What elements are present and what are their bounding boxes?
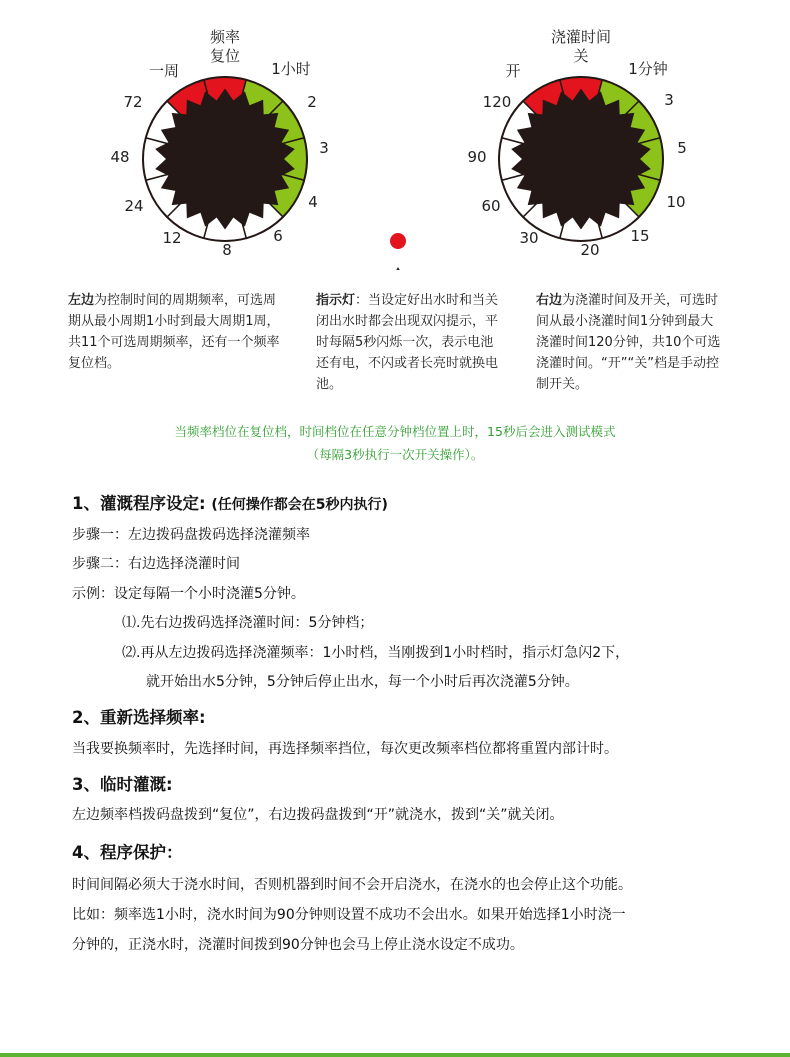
section1-title-note: (任何操作都会在5秒内执行) [211,497,388,513]
left-dial-label: 8 [222,241,232,259]
caption-text: 为浇灌时间及开关，可选时间从最小浇灌时间1分钟到最大浇灌时间120分钟，共10个可选浇灌时间。“开”“关”档是手动控制开关。 [536,293,721,392]
right-dial-label: 5 [677,139,687,157]
right-dial-label: 10 [666,193,686,211]
left-dial-top-label-2: 复位 [209,47,241,65]
left-frequency-dial [143,77,307,241]
right-dial-caption [536,290,722,395]
right-dial-label: 90 [467,148,487,166]
right-dial-label: 1分钟 [628,60,668,78]
footer-divider [0,1053,790,1057]
section1-example-step1: ⑴.先右边拨码选择浇灌时间：5分钟档； [122,615,374,631]
right-dial-top-label-1: 浇灌时间 [550,28,612,46]
dials-figure [0,0,790,270]
left-dial-label: 3 [319,139,329,157]
section1-step2: 步骤二：右边选择浇灌时间 [72,556,240,572]
left-dial-label: 72 [123,93,143,111]
section1-step1: 步骤一：左边拨码盘拨码选择浇灌频率 [72,527,310,543]
right-dial-label: 20 [580,241,600,259]
section2-title: 2、重新选择频率: [72,708,206,727]
section1-title-text: 1、灌溉程序设定: [72,494,212,513]
section4-line1: 时间间隔必须大于浇水时间，否则机器到时间不会开启浇水，在浇水的也会停止这个功能。 [72,877,632,893]
test-mode-notice-line1: 当频率档位在复位档，时间档位在任意分钟档位置上时，15秒后会进入测试模式 [174,424,616,439]
section4-line3: 分钟的，正浇水时，浇灌时间拨到90分钟也会马上停止浇水设定不成功。 [72,937,524,953]
left-dial-label: 6 [273,227,283,245]
right-dial-label: 120 [482,93,512,111]
section1-example-step2: ⑵.再从左边拨码选择浇灌频率：1小时档，当刚拨到1小时档时，指示灯急闪2下， [122,645,630,661]
section4-line2: 比如：频率选1小时，浇水时间为90分钟则设置不成功不会出水。如果开始选择1小时浇一 [72,907,626,923]
left-dial-label: 1小时 [271,60,311,78]
section1-example: 示例：设定每隔一个小时浇灌5分钟。 [72,586,305,602]
indicator-arrow-icon [391,267,405,270]
section4-title: 4、程序保护： [72,843,183,862]
section3-title: 3、临时灌溉: [72,775,173,794]
left-dial-label: 24 [124,197,144,215]
right-dial-label: 60 [481,197,501,215]
section2-text: 当我要换频率时，先选择时间，再选择频率挡位，每次更改频率档位都将重置内部计时。 [72,741,618,757]
indicator-light [390,233,406,249]
section1-example-step2-cont: 就开始出水5分钟，5分钟后停止出水，每一个小时后再次浇灌5分钟。 [146,674,579,690]
caption-text: 为控制时间的周期频率，可选周期从最小周期1小时到最大周期1周，共11个可选周期频率，还有一个频率复位档。 [68,293,280,371]
caption-bold: 右边 [536,293,563,308]
right-dial-label: 15 [630,227,650,245]
right-dial-label: 开 [505,62,521,80]
left-dial-label: 48 [110,148,130,166]
left-dial-caption [68,290,286,374]
section3-text: 左边频率档拨码盘拨到“复位”，右边拨码盘拨到“开”就浇水，拨到“关”就关闭。 [72,807,564,823]
right-duration-dial [499,77,663,241]
right-dial-top-label-2: 关 [573,47,589,65]
left-dial-label: 4 [308,193,318,211]
caption-bold: 指示灯 [316,293,356,308]
section1-title [72,490,388,514]
test-mode-notice-line2: （每隔3秒执行一次开关操作）。 [306,447,484,462]
left-dial-label: 2 [307,93,317,111]
indicator-caption [316,290,506,395]
left-dial-top-label-1: 频率 [209,28,241,46]
right-dial-label: 3 [664,91,674,109]
right-dial-label: 30 [519,229,539,247]
left-dial-label: 12 [162,229,182,247]
caption-bold: 左边 [68,293,95,308]
left-dial-label: 一周 [148,62,180,80]
caption-text: ：当设定好出水时和当关闭出水时都会出现双闪提示，平时每隔5秒闪烁一次，表示电池还有电，不闪或者长亮时就换电池。 [316,293,499,392]
